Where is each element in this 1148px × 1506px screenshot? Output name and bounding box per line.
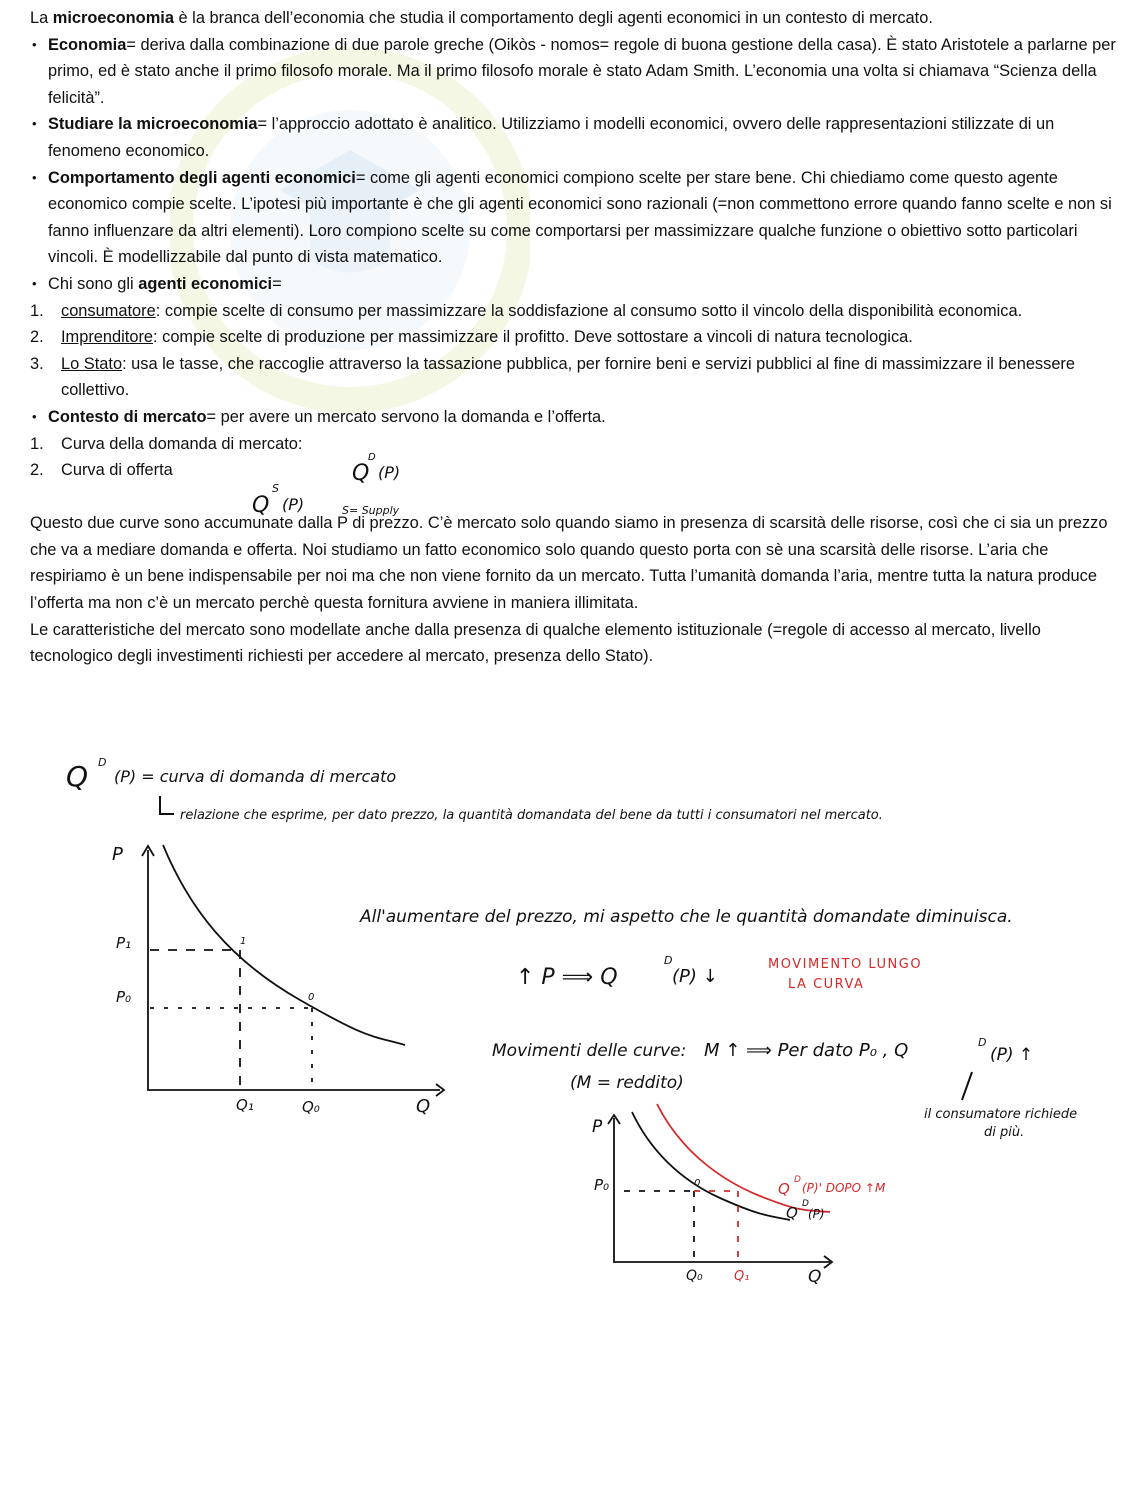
graph1-axes <box>148 850 440 1090</box>
graph2-p0-dash-shifted <box>694 1191 738 1262</box>
law-note: All'aumentare del prezzo, mi aspetto che le quantità domandate diminuisca. <box>360 907 1013 927</box>
graph2-q1: Q₁ <box>734 1269 750 1284</box>
law-arrow: ↑ P ⟹ Q <box>516 965 618 990</box>
curve-item-offerta: 2. Curva di offerta <box>30 461 173 480</box>
bullet-mercato: • Contesto di mercato= per avere un mercato servono la domanda e l’offerta. <box>30 404 1120 431</box>
graph1-q1: Q₁ <box>236 1096 254 1114</box>
graph1-p1-dash <box>150 950 240 1090</box>
graph2-xlabel: Q <box>808 1267 822 1287</box>
def-sub: relazione che esprime, per dato prezzo, la quantità domandata del bene da tutti i consumatori nel mercato. <box>180 808 883 823</box>
shift-head: Movimenti delle curve: <box>492 1041 687 1061</box>
graph1-q0: Q₀ <box>302 1098 320 1116</box>
bullet-studiare: • Studiare la microeconomia= l’approccio adottato è analitico. Utilizziamo i modelli economici, ovvero delle rappresentazioni stilizzate di un fenomeno economico. <box>30 111 1120 164</box>
graph1-point-1: 1 <box>240 936 247 947</box>
qd-symbol: Q <box>352 461 370 486</box>
intro-paragraph: La microeconomia è la branca dell’economia che studia il comportamento degli agenti economici in un contesto di mercato. <box>30 9 933 27</box>
graph1-p0-dash <box>150 1008 312 1090</box>
graph2-p0-dash <box>624 1191 694 1262</box>
paragraph-scarsita: Questo due curve sono accumunate dalla P di prezzo. C’è mercato solo quando siamo in presenza di scarsità delle risorse, così che ci sia un prezzo che va a mediare domanda e offerta. Noi studiamo un fatto economico solo quando questo porta con sè una scarsità delle risorse. L’aria che respiriamo è un bene indispensabile per noi ma che non viene fornito da un mercato. Tutta l’umanità domanda l’aria, mentre tutta la natura produce l’offerta ma non c’è un mercato perchè questa fornitura avviene in maniera illimitata. <box>30 514 1108 613</box>
graph1-xlabel: Q <box>416 1096 431 1117</box>
graph2-curve-old-rest: (P) <box>808 1207 825 1221</box>
def-head-rest: (P) = curva di domanda di mercato <box>114 767 397 786</box>
graph1-p0: P₀ <box>116 988 132 1006</box>
shift-eq-end: (P) ↑ <box>990 1045 1034 1065</box>
graph1-ylabel: P <box>112 844 123 865</box>
graph-demand-shift <box>608 1104 832 1268</box>
curve-item-domanda: 1. Curva della domanda di mercato: <box>30 434 303 453</box>
law-arrow-end: (P) ↓ <box>672 966 718 987</box>
graph2-curve-old: Q <box>786 1204 798 1222</box>
qd-arg: (P) <box>378 463 401 482</box>
graph2-axes <box>614 1118 830 1262</box>
graph2-curve-old-sup: D <box>802 1199 809 1209</box>
graph-demand-movement <box>142 845 444 1096</box>
graph1-demand-curve <box>163 845 405 1045</box>
consumer-arrow <box>962 1072 972 1100</box>
law-arrow-sup: D <box>664 954 673 967</box>
bullet-economia: • Economia= deriva dalla combinazione di due parole greche (Oikòs - nomos= regole di buona gestione della casa). È stato Aristotele a parlarne per primo, ed è stato anche il primo filosofo morale. Ma il primo filosofo morale è stato Adam Smith. L’economia una volta si chiamava “Scienza della felicità”. <box>30 32 1120 112</box>
graph2-shifted-curve <box>657 1104 830 1212</box>
supply-note: S= Supply <box>342 504 400 517</box>
def-head-q: Q <box>66 760 89 793</box>
movement-note-1: MOVIMENTO LUNGO <box>768 957 923 972</box>
agent-item-consumatore: 1. consumatore: compie scelte di consumo per massimizzare la soddisfazione al consumo sotto il vincolo della disponibilità economica. <box>30 301 1023 320</box>
graph1-p1: P₁ <box>116 934 132 952</box>
agent-item-imprenditore: 2. Imprenditore: compie scelte di produzione per massimizzare il profitto. Deve sottostare a vincoli di natura tecnologica. <box>30 328 913 347</box>
consumer-note-2: di più. <box>984 1125 1025 1140</box>
qs-sup: S <box>272 482 279 495</box>
def-head-sup: D <box>98 756 107 769</box>
graph2-point-0: 0 <box>694 1178 701 1189</box>
graph2-p0: P₀ <box>594 1176 610 1194</box>
graph2-curve-new: Q <box>778 1180 790 1198</box>
consumer-note-1: il consumatore richiede <box>924 1107 1078 1122</box>
graph2-q0: Q₀ <box>686 1268 703 1284</box>
bullet-agenti: • Chi sono gli agenti economici= <box>30 271 1120 298</box>
m-definition: (M = reddito) <box>570 1073 684 1093</box>
agent-item-stato: 3. Lo Stato: usa le tasse, che raccoglie attraverso la tassazione pubblica, per fornire beni e servizi pubblici al fine di massimizzare il benessere collettivo. <box>30 354 1076 400</box>
graph2-curve-new-sup: D <box>794 1175 801 1185</box>
shift-eq-sup: D <box>978 1036 987 1049</box>
qs-symbol: Q <box>252 493 270 518</box>
bullet-comportamento: • Comportamento degli agenti economici= come gli agenti economici compiono scelte per stare bene. Chi chiediamo come questo agente economico compie scelte. L’ipotesi più importante è che gli agenti economici sono razionali (=non commettono errore quando fanno scelte e non si fanno influenzare da altri elementi). Loro compiono scelte su come comportarsi per massimizzare qualche funzione o obiettivo sotto particolari vincoli. È modellizzabile dal punto di vista matematico. <box>30 165 1120 271</box>
qd-sup: D <box>368 452 376 463</box>
def-arrow <box>160 796 174 814</box>
graph2-demand-curve <box>632 1112 790 1220</box>
graph2-curve-new-rest: (P)' DOPO ↑M <box>802 1181 886 1195</box>
movement-note-2: LA CURVA <box>788 977 865 992</box>
paragraph-istituzioni: Le caratteristiche del mercato sono modellate anche dalla presenza di qualche elemento istituzionale (=regole di accesso al mercato, livello tecnologico degli investimenti richiesti per accedere al mercato, presenza dello Stato). <box>30 620 1041 666</box>
graph2-ylabel: P <box>592 1117 603 1137</box>
graph1-point-0: 0 <box>308 992 315 1003</box>
qs-arg: (P) <box>282 495 305 514</box>
shift-eq: M ↑ ⟹ Per dato P₀ , Q <box>704 1040 909 1061</box>
